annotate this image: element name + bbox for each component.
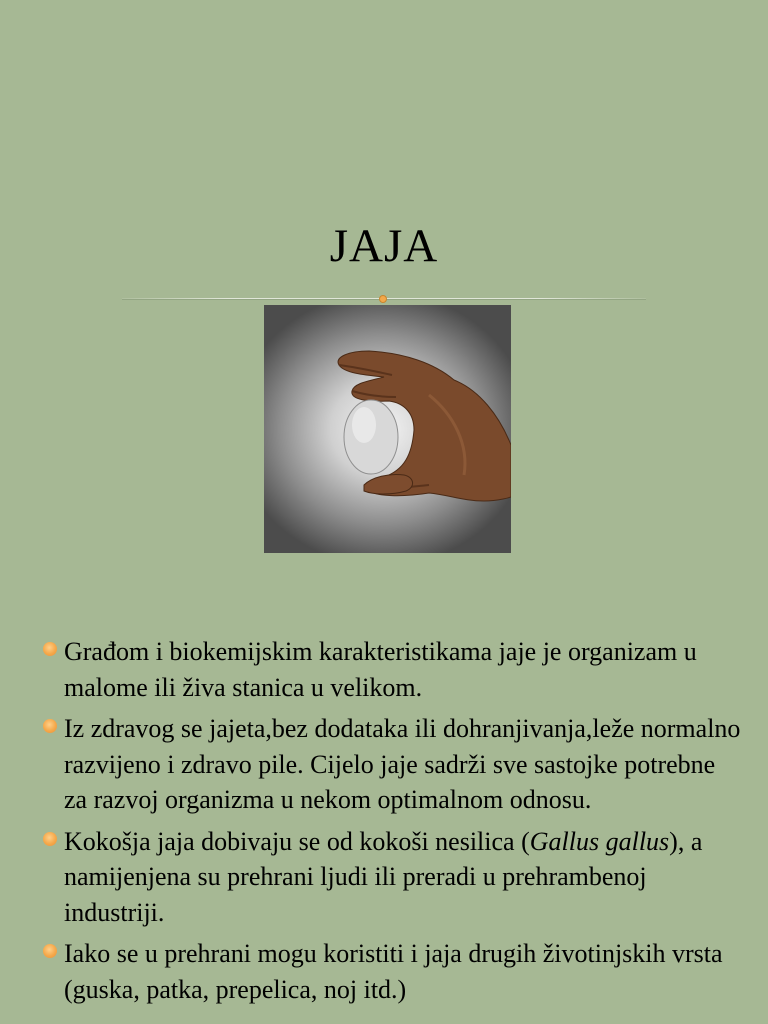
bullet-dot-icon	[43, 944, 57, 958]
title-divider	[122, 296, 646, 302]
bullet-text: Iz zdravog se jajeta,bez dodataka ili dohranjivanja,leže normalno razvijeno i zdravo pile. Cijelo jaje sadrži sve sastojke potrebne za razvoj organizma u nekom optimalnom odnosu.	[64, 714, 741, 814]
species-name: Gallus gallus	[529, 826, 670, 856]
bullet-text: Iako se u prehrani mogu koristiti i jaja drugih životinjskih vrsta (guska, patka, prepelica, noj itd.)	[64, 939, 723, 1004]
slide-title: JAJA	[329, 220, 439, 272]
hand-holding-egg-icon	[264, 305, 511, 553]
divider-dot-icon	[379, 295, 387, 303]
bullet-text: Građom i biokemijskim karakteristikama jaje je organizam u malome ili živa stanica u velikom.	[64, 637, 697, 702]
bullet-list	[42, 634, 742, 1013]
bullet-item	[42, 824, 742, 931]
bullet-item	[42, 936, 742, 1007]
bullet-dot-icon	[43, 832, 57, 846]
bullet-item	[42, 711, 742, 818]
bullet-text	[64, 824, 742, 931]
bullet-text-part: ), a namijenjena su prehrani ljudi ili preradi u prehrambenoj industriji.	[64, 826, 703, 927]
bullet-text-part: Kokošja jaja dobivaju se od kokoši nesilica (	[64, 826, 530, 856]
bullet-dot-icon	[43, 642, 57, 656]
bullet-dot-icon	[43, 719, 57, 733]
egg-photo	[264, 305, 511, 553]
bullet-item	[42, 634, 742, 705]
